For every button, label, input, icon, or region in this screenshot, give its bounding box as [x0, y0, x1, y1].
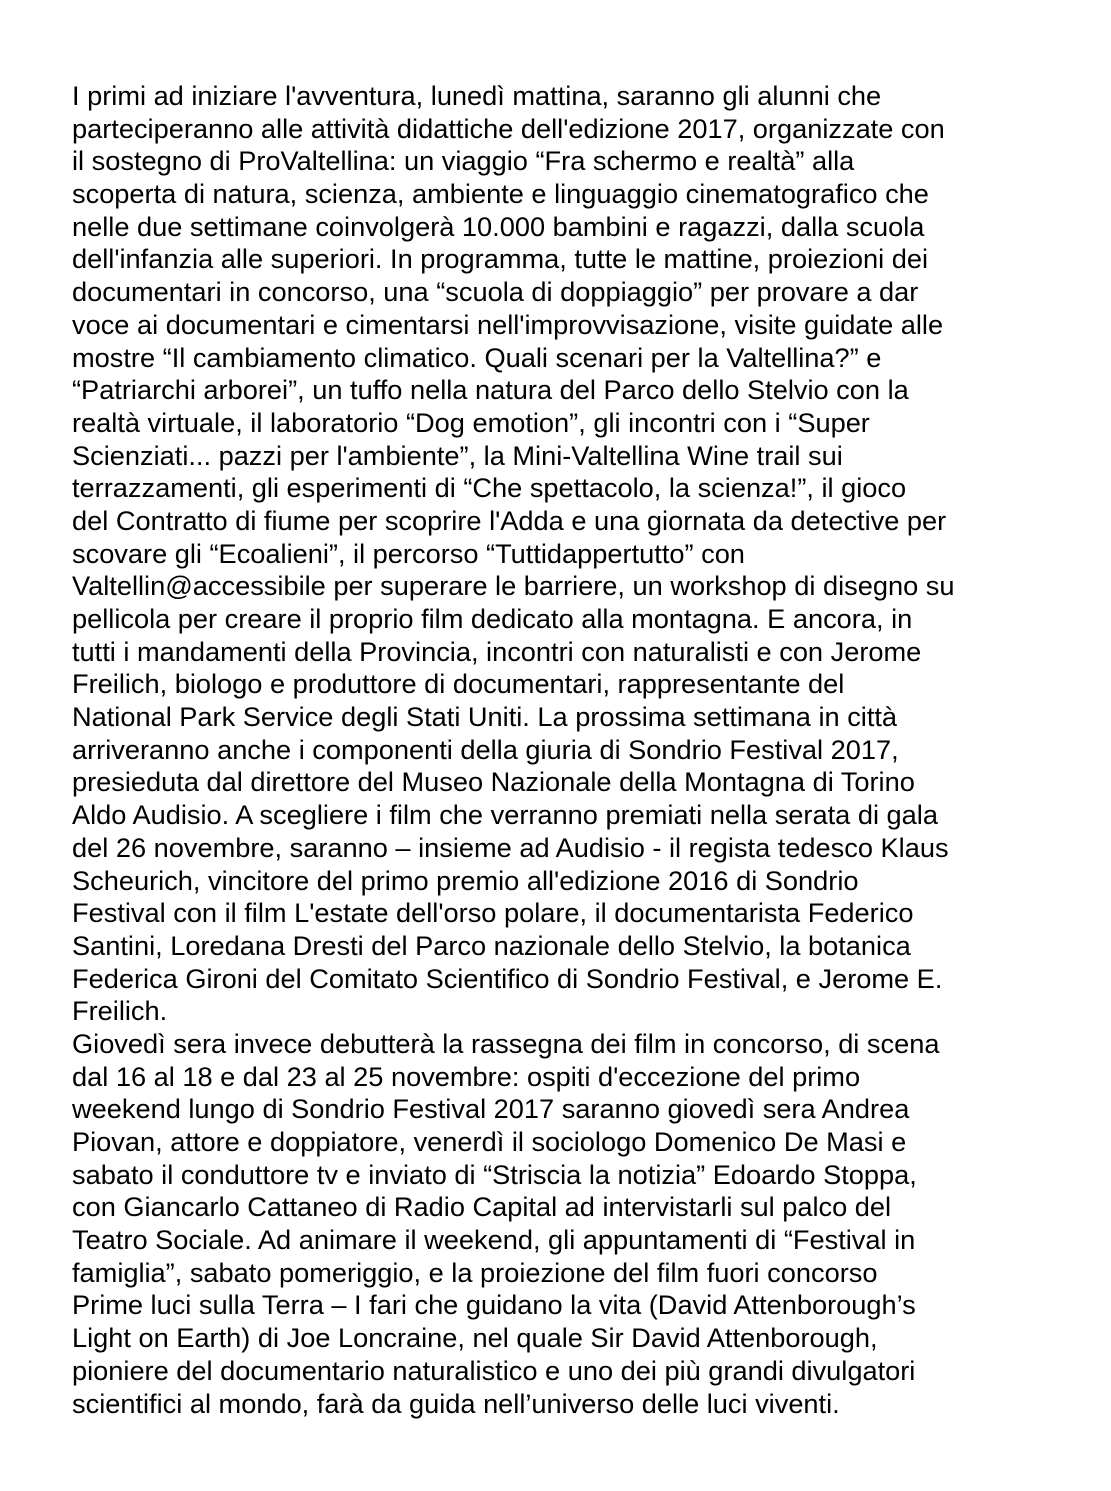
text-line: pellicola per creare il proprio film dedicato alla montagna. E ancora, in: [72, 603, 913, 634]
text-line: Light on Earth) di Joe Loncraine, nel quale Sir David Attenborough,: [72, 1322, 878, 1354]
text-line: Piovan, attore e doppiatore, venerdì il sociologo Domenico De Masi e: [72, 1126, 907, 1157]
text-line: weekend lungo di Sondrio Festival 2017 saranno giovedì sera Andrea: [72, 1093, 910, 1125]
text-line: “Patriarchi arborei”, un tuffo nella natura del Parco dello Stelvio con la: [72, 374, 909, 406]
text-line: Santini, Loredana Dresti del Parco nazionale dello Stelvio, la botanica: [72, 929, 911, 961]
text-line: scovare gli “Ecoalieni”, il percorso “Tuttidappertutto” con: [72, 537, 745, 569]
text-line: dell'infanzia alle superiori. In programma, tutte le mattine, proiezioni dei: [72, 243, 928, 275]
text-line: il sostegno di ProValtellina: un viaggio “Fra schermo e realtà” alla: [72, 145, 855, 177]
paragraph-1: [72, 80, 1092, 1028]
text-line: Freilich.: [72, 995, 168, 1027]
text-line: scientifici al mondo, farà da guida nell’universo delle luci viventi.: [72, 1387, 840, 1419]
text-line: Valtellin@accessibile per superare le barriere, un workshop di disegno su: [72, 570, 955, 602]
text-line: nelle due settimane coinvolgerà 10.000 bambini e ragazzi, dalla scuola: [72, 210, 925, 242]
text-line: documentari in concorso, una “scuola di doppiaggio” per provare a dar: [72, 276, 919, 308]
text-line: Teatro Sociale. Ad animare il weekend, gli appuntamenti di “Festival in: [72, 1224, 916, 1256]
text-line: Scheurich, vincitore del primo premio all'edizione 2016 di Sondrio: [72, 864, 859, 896]
text-line: dal 16 al 18 e dal 23 al 25 novembre: ospiti d'eccezione del primo: [72, 1060, 861, 1092]
text-line: parteciperanno alle attività didattiche dell'edizione 2017, organizzate con: [72, 112, 945, 144]
text-line: National Park Service degli Stati Uniti. La prossima settimana in città: [72, 701, 898, 733]
text-line: Festival con il film L'estate dell'orso polare, il documentarista Federico: [72, 897, 914, 929]
text-line: scoperta di natura, scienza, ambiente e linguaggio cinematografico che: [72, 178, 929, 210]
text-line: del 26 novembre, saranno – insieme ad Audisio - il regista tedesco Klaus: [72, 831, 949, 863]
text-line: arriveranno anche i componenti della giuria di Sondrio Festival 2017,: [72, 733, 899, 765]
text-line: voce ai documentari e cimentarsi nell'improvvisazione, visite guidate alle: [72, 308, 944, 340]
text-line: mostre “Il cambiamento climatico. Quali scenari per la Valtellina?” e: [72, 341, 882, 373]
text-line: Giovedì sera invece debutterà la rassegna dei film in concorso, di scena: [72, 1027, 940, 1059]
text-line: presieduta dal direttore del Museo Nazionale della Montagna di Torino: [72, 766, 915, 798]
text-line: I primi ad iniziare l'avventura, lunedì mattina, saranno gli alunni che: [72, 80, 882, 111]
document-body: [72, 80, 1092, 1420]
text-line: realtà virtuale, il laboratorio “Dog emotion”, gli incontri con i “Super: [72, 406, 870, 438]
text-line: con Giancarlo Cattaneo di Radio Capital ad intervistarli sul palco del: [72, 1191, 892, 1223]
text-line: Aldo Audisio. A scegliere i film che verranno premiati nella serata di gala: [72, 799, 938, 831]
text-line: Freilich, biologo e produttore di documentari, rappresentante del: [72, 668, 845, 700]
text-line: terrazzamenti, gli esperimenti di “Che spettacolo, la scienza!”, il gioco: [72, 472, 907, 504]
text-line: sabato il conduttore tv e inviato di “Striscia la notizia” Edoardo Stoppa,: [72, 1158, 917, 1190]
paragraph-2: [72, 1028, 1092, 1420]
text-line: Prime luci sulla Terra – I fari che guidano la vita (David Attenborough’s: [72, 1289, 916, 1321]
text-line: tutti i mandamenti della Provincia, incontri con naturalisti e con Jerome: [72, 635, 922, 667]
text-line: famiglia”, sabato pomeriggio, e la proiezione del film fuori concorso: [72, 1256, 878, 1288]
text-line: Federica Gironi del Comitato Scientifico di Sondrio Festival, e Jerome E.: [72, 962, 943, 994]
text-line: del Contratto di fiume per scoprire l'Adda e una giornata da detective per: [72, 504, 947, 536]
text-line: Scienziati... pazzi per l'ambiente”, la Mini-Valtellina Wine trail sui: [72, 439, 843, 471]
text-line: pioniere del documentario naturalistico e uno dei più grandi divulgatori: [72, 1354, 916, 1386]
